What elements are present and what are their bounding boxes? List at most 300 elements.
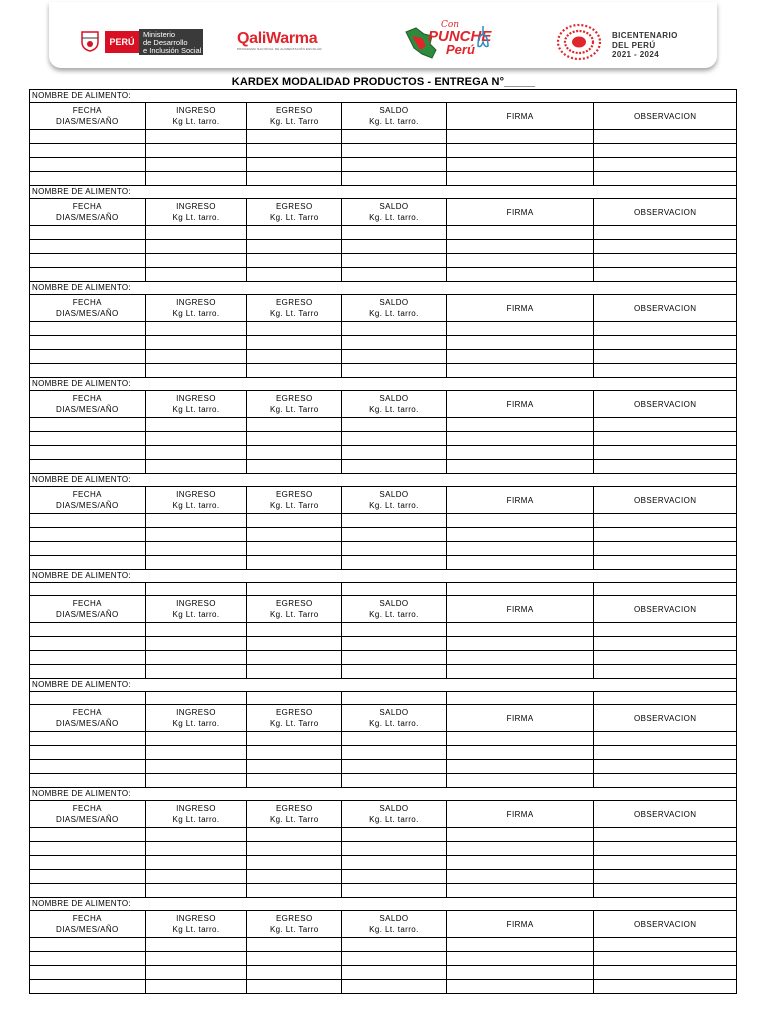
table-cell[interactable] xyxy=(30,870,145,883)
table-cell[interactable] xyxy=(30,884,145,897)
column-header xyxy=(246,487,341,513)
table-cell[interactable] xyxy=(593,938,736,951)
column-header-line: FECHA xyxy=(72,106,102,115)
table-cell[interactable] xyxy=(593,528,736,541)
table-cell[interactable] xyxy=(446,760,594,773)
table-cell[interactable] xyxy=(446,322,594,335)
table-cell[interactable] xyxy=(446,637,594,650)
column-header-line: Kg Lt. tarro. xyxy=(172,719,220,728)
column-header-line: Kg. Lt. tarro. xyxy=(369,610,419,619)
column-header xyxy=(30,391,145,417)
table-cell[interactable] xyxy=(341,623,446,636)
spacer-cell xyxy=(30,692,145,704)
table-cell[interactable] xyxy=(593,952,736,965)
table-cell[interactable] xyxy=(246,774,341,787)
table-cell[interactable] xyxy=(145,842,247,855)
table-cell[interactable] xyxy=(446,966,594,979)
table-cell[interactable] xyxy=(145,158,247,171)
table-cell[interactable] xyxy=(30,144,145,157)
food-name-row[interactable] xyxy=(30,473,736,486)
table-cell[interactable] xyxy=(145,542,247,555)
table-row xyxy=(30,883,736,897)
table-cell[interactable] xyxy=(30,432,145,445)
table-cell[interactable] xyxy=(446,952,594,965)
table-cell[interactable] xyxy=(246,966,341,979)
table-cell[interactable] xyxy=(246,158,341,171)
table-cell[interactable] xyxy=(145,556,247,569)
table-row xyxy=(30,979,736,993)
table-cell[interactable] xyxy=(446,432,594,445)
table-cell[interactable] xyxy=(246,856,341,869)
table-cell[interactable] xyxy=(246,665,341,678)
table-row xyxy=(30,363,736,377)
column-header-line: EGRESO xyxy=(275,599,313,608)
table-cell[interactable] xyxy=(341,446,446,459)
table-cell[interactable] xyxy=(341,172,446,185)
table-cell[interactable] xyxy=(593,884,736,897)
table-cell[interactable] xyxy=(593,623,736,636)
table-cell[interactable] xyxy=(246,418,341,431)
column-header-line: FIRMA xyxy=(506,604,534,614)
food-name-row[interactable] xyxy=(30,897,736,910)
table-cell[interactable] xyxy=(30,226,145,239)
table-cell[interactable] xyxy=(446,828,594,841)
column-header xyxy=(593,391,736,417)
column-header-line: SALDO xyxy=(379,599,409,608)
table-cell[interactable] xyxy=(593,226,736,239)
table-row xyxy=(30,827,736,841)
table-cell[interactable] xyxy=(30,172,145,185)
table-cell[interactable] xyxy=(30,651,145,664)
table-cell[interactable] xyxy=(341,144,446,157)
column-header xyxy=(145,391,247,417)
table-cell[interactable] xyxy=(246,226,341,239)
table-cell[interactable] xyxy=(593,542,736,555)
table-cell[interactable] xyxy=(341,651,446,664)
table-row xyxy=(30,157,736,171)
column-header-line: OBSERVACION xyxy=(634,207,697,217)
table-cell[interactable] xyxy=(446,528,594,541)
food-name-row[interactable] xyxy=(30,89,736,102)
table-cell[interactable] xyxy=(341,268,446,281)
table-cell[interactable] xyxy=(30,665,145,678)
table-cell[interactable] xyxy=(30,418,145,431)
column-header-line: FECHA xyxy=(72,599,102,608)
table-cell[interactable] xyxy=(341,364,446,377)
table-cell[interactable] xyxy=(145,760,247,773)
table-cell[interactable] xyxy=(145,336,247,349)
column-header-line: Kg Lt. tarro. xyxy=(172,117,220,126)
table-cell[interactable] xyxy=(593,432,736,445)
column-header xyxy=(246,103,341,129)
table-cell[interactable] xyxy=(341,884,446,897)
table-cell[interactable] xyxy=(30,556,145,569)
table-cell[interactable] xyxy=(246,732,341,745)
table-cell[interactable] xyxy=(145,322,247,335)
table-cell[interactable] xyxy=(246,556,341,569)
table-cell[interactable] xyxy=(246,623,341,636)
table-cell[interactable] xyxy=(341,980,446,993)
table-cell[interactable] xyxy=(593,446,736,459)
table-cell[interactable] xyxy=(246,938,341,951)
table-cell[interactable] xyxy=(246,322,341,335)
table-cell[interactable] xyxy=(246,240,341,253)
table-cell[interactable] xyxy=(446,268,594,281)
table-cell[interactable] xyxy=(246,130,341,143)
table-cell[interactable] xyxy=(341,542,446,555)
table-row xyxy=(30,869,736,883)
product-block xyxy=(29,473,737,569)
table-cell[interactable] xyxy=(30,760,145,773)
table-cell[interactable] xyxy=(593,460,736,473)
table-cell[interactable] xyxy=(341,556,446,569)
table-cell[interactable] xyxy=(341,870,446,883)
table-cell[interactable] xyxy=(446,460,594,473)
table-cell[interactable] xyxy=(341,665,446,678)
column-header xyxy=(246,295,341,321)
table-cell[interactable] xyxy=(145,746,247,759)
table-cell[interactable] xyxy=(145,637,247,650)
page-title: KARDEX MODALIDAD PRODUCTOS - ENTREGA N°_____ xyxy=(231,76,536,88)
table-cell[interactable] xyxy=(446,623,594,636)
table-cell[interactable] xyxy=(593,651,736,664)
table-cell[interactable] xyxy=(30,966,145,979)
column-header xyxy=(145,596,247,622)
table-cell[interactable] xyxy=(246,870,341,883)
table-cell[interactable] xyxy=(246,528,341,541)
table-cell[interactable] xyxy=(593,760,736,773)
table-cell[interactable] xyxy=(446,884,594,897)
spacer-cell xyxy=(593,583,736,595)
table-cell[interactable] xyxy=(246,350,341,363)
table-cell[interactable] xyxy=(30,828,145,841)
table-cell[interactable] xyxy=(593,144,736,157)
table-cell[interactable] xyxy=(446,842,594,855)
table-cell[interactable] xyxy=(246,446,341,459)
table-cell[interactable] xyxy=(593,364,736,377)
table-cell[interactable] xyxy=(246,637,341,650)
table-cell[interactable] xyxy=(446,240,594,253)
food-name-label: NOMBRE DE ALIMENTO: xyxy=(32,680,131,689)
table-cell[interactable] xyxy=(593,418,736,431)
column-header-line: SALDO xyxy=(379,394,409,403)
product-block xyxy=(29,678,737,787)
table-cell[interactable] xyxy=(30,732,145,745)
table-cell[interactable] xyxy=(30,130,145,143)
table-cell[interactable] xyxy=(446,870,594,883)
table-cell[interactable] xyxy=(145,514,247,527)
table-cell[interactable] xyxy=(145,528,247,541)
table-row xyxy=(30,773,736,787)
table-cell[interactable] xyxy=(341,350,446,363)
table-cell[interactable] xyxy=(593,322,736,335)
spacer-row xyxy=(30,582,736,595)
table-cell[interactable] xyxy=(30,856,145,869)
table-cell[interactable] xyxy=(341,460,446,473)
table-cell[interactable] xyxy=(30,350,145,363)
food-name-label: NOMBRE DE ALIMENTO: xyxy=(32,91,131,100)
table-cell[interactable] xyxy=(246,952,341,965)
table-cell[interactable] xyxy=(446,514,594,527)
lungs-icon xyxy=(476,24,490,50)
table-cell[interactable] xyxy=(341,842,446,855)
table-cell[interactable] xyxy=(30,460,145,473)
table-cell[interactable] xyxy=(446,172,594,185)
table-cell[interactable] xyxy=(246,842,341,855)
column-header-line: Kg Lt. tarro. xyxy=(172,405,220,414)
table-cell[interactable] xyxy=(246,884,341,897)
column-header-line: Kg Lt. tarro. xyxy=(172,309,220,318)
table-cell[interactable] xyxy=(30,158,145,171)
column-header xyxy=(446,295,594,321)
table-cell[interactable] xyxy=(341,130,446,143)
table-cell[interactable] xyxy=(593,158,736,171)
punche-peru-text: Perú xyxy=(446,42,475,57)
table-cell[interactable] xyxy=(30,240,145,253)
table-cell[interactable] xyxy=(246,172,341,185)
table-cell[interactable] xyxy=(30,842,145,855)
table-cell[interactable] xyxy=(145,418,247,431)
table-cell[interactable] xyxy=(593,268,736,281)
table-cell[interactable] xyxy=(593,746,736,759)
table-cell[interactable] xyxy=(446,746,594,759)
table-cell[interactable] xyxy=(145,172,247,185)
table-cell[interactable] xyxy=(246,980,341,993)
qaliwarma-logo: QaliWarma xyxy=(237,30,318,47)
table-cell[interactable] xyxy=(593,336,736,349)
table-cell[interactable] xyxy=(341,760,446,773)
table-cell[interactable] xyxy=(30,952,145,965)
table-cell[interactable] xyxy=(593,240,736,253)
column-header xyxy=(30,295,145,321)
table-cell[interactable] xyxy=(145,952,247,965)
table-cell[interactable] xyxy=(446,158,594,171)
column-header xyxy=(30,103,145,129)
table-cell[interactable] xyxy=(593,637,736,650)
table-cell[interactable] xyxy=(145,623,247,636)
table-cell[interactable] xyxy=(341,432,446,445)
table-cell[interactable] xyxy=(145,446,247,459)
column-header-line: Kg. Lt. tarro. xyxy=(369,405,419,414)
table-cell[interactable] xyxy=(593,556,736,569)
table-cell[interactable] xyxy=(593,665,736,678)
table-cell[interactable] xyxy=(593,774,736,787)
table-cell[interactable] xyxy=(30,774,145,787)
table-cell[interactable] xyxy=(145,268,247,281)
table-cell[interactable] xyxy=(341,418,446,431)
table-cell[interactable] xyxy=(30,446,145,459)
column-header-line: DIAS/MES/AÑO xyxy=(56,815,119,824)
column-header-line: FIRMA xyxy=(506,713,534,723)
table-cell[interactable] xyxy=(446,774,594,787)
table-cell[interactable] xyxy=(30,938,145,951)
table-cell[interactable] xyxy=(341,746,446,759)
table-cell[interactable] xyxy=(246,460,341,473)
column-header xyxy=(446,487,594,513)
table-cell[interactable] xyxy=(593,350,736,363)
table-cell[interactable] xyxy=(341,254,446,267)
table-cell[interactable] xyxy=(30,336,145,349)
table-cell[interactable] xyxy=(341,158,446,171)
table-cell[interactable] xyxy=(145,870,247,883)
table-cell[interactable] xyxy=(145,966,247,979)
table-cell[interactable] xyxy=(341,528,446,541)
table-cell[interactable] xyxy=(145,884,247,897)
column-header-line: SALDO xyxy=(379,298,409,307)
table-cell[interactable] xyxy=(145,938,247,951)
table-cell[interactable] xyxy=(246,432,341,445)
coat-of-arms-icon xyxy=(80,30,100,52)
column-header-line: EGRESO xyxy=(275,490,313,499)
table-row xyxy=(30,349,736,363)
table-cell[interactable] xyxy=(446,130,594,143)
table-cell[interactable] xyxy=(446,651,594,664)
table-cell[interactable] xyxy=(30,268,145,281)
column-header-line: EGRESO xyxy=(275,804,313,813)
spacer-cell xyxy=(341,692,446,704)
table-cell[interactable] xyxy=(30,528,145,541)
table-cell[interactable] xyxy=(145,226,247,239)
table-cell[interactable] xyxy=(593,514,736,527)
table-cell[interactable] xyxy=(246,746,341,759)
kardex-form xyxy=(29,89,737,994)
table-cell[interactable] xyxy=(145,432,247,445)
food-name-row[interactable] xyxy=(30,281,736,294)
table-cell[interactable] xyxy=(593,254,736,267)
table-cell[interactable] xyxy=(593,172,736,185)
table-cell[interactable] xyxy=(246,268,341,281)
table-cell[interactable] xyxy=(246,514,341,527)
table-cell[interactable] xyxy=(145,665,247,678)
food-name-row[interactable] xyxy=(30,377,736,390)
table-cell[interactable] xyxy=(446,226,594,239)
table-cell[interactable] xyxy=(593,966,736,979)
table-cell[interactable] xyxy=(246,336,341,349)
table-cell[interactable] xyxy=(446,350,594,363)
table-cell[interactable] xyxy=(145,240,247,253)
column-header xyxy=(30,487,145,513)
table-cell[interactable] xyxy=(446,446,594,459)
table-cell[interactable] xyxy=(30,254,145,267)
product-block xyxy=(29,281,737,377)
table-cell[interactable] xyxy=(341,774,446,787)
table-cell[interactable] xyxy=(246,144,341,157)
table-cell[interactable] xyxy=(341,732,446,745)
table-cell[interactable] xyxy=(145,460,247,473)
table-cell[interactable] xyxy=(145,350,247,363)
table-cell[interactable] xyxy=(341,637,446,650)
column-header xyxy=(246,801,341,827)
table-cell[interactable] xyxy=(145,364,247,377)
table-cell[interactable] xyxy=(30,623,145,636)
table-cell[interactable] xyxy=(593,980,736,993)
table-cell[interactable] xyxy=(246,828,341,841)
column-header xyxy=(341,391,446,417)
table-cell[interactable] xyxy=(145,980,247,993)
food-name-row[interactable] xyxy=(30,678,736,691)
table-cell[interactable] xyxy=(246,254,341,267)
table-cell[interactable] xyxy=(145,144,247,157)
table-cell[interactable] xyxy=(145,254,247,267)
table-cell[interactable] xyxy=(145,130,247,143)
spacer-cell xyxy=(341,583,446,595)
table-cell[interactable] xyxy=(446,144,594,157)
table-cell[interactable] xyxy=(446,542,594,555)
table-cell[interactable] xyxy=(30,364,145,377)
table-cell[interactable] xyxy=(341,336,446,349)
table-cell[interactable] xyxy=(246,760,341,773)
table-cell[interactable] xyxy=(446,556,594,569)
table-cell[interactable] xyxy=(593,856,736,869)
table-cell[interactable] xyxy=(30,514,145,527)
table-cell[interactable] xyxy=(341,226,446,239)
table-cell[interactable] xyxy=(145,774,247,787)
table-cell[interactable] xyxy=(30,637,145,650)
table-cell[interactable] xyxy=(246,364,341,377)
table-cell[interactable] xyxy=(30,542,145,555)
table-cell[interactable] xyxy=(341,828,446,841)
table-cell[interactable] xyxy=(341,856,446,869)
table-cell[interactable] xyxy=(145,856,247,869)
table-cell[interactable] xyxy=(246,542,341,555)
food-name-row[interactable] xyxy=(30,569,736,582)
column-header-line: FECHA xyxy=(72,298,102,307)
column-header xyxy=(30,596,145,622)
table-cell[interactable] xyxy=(30,746,145,759)
table-cell[interactable] xyxy=(446,364,594,377)
column-header-line: SALDO xyxy=(379,202,409,211)
column-header-row xyxy=(30,198,736,225)
food-name-row[interactable] xyxy=(30,185,736,198)
table-cell[interactable] xyxy=(446,980,594,993)
table-cell[interactable] xyxy=(593,870,736,883)
spacer-cell xyxy=(145,583,247,595)
table-cell[interactable] xyxy=(341,240,446,253)
column-header-line: OBSERVACION xyxy=(634,303,697,313)
table-cell[interactable] xyxy=(30,322,145,335)
column-header-row xyxy=(30,800,736,827)
table-cell[interactable] xyxy=(341,514,446,527)
table-cell[interactable] xyxy=(145,732,247,745)
table-cell[interactable] xyxy=(593,828,736,841)
table-cell[interactable] xyxy=(341,938,446,951)
food-name-row[interactable] xyxy=(30,787,736,800)
table-cell[interactable] xyxy=(446,336,594,349)
table-cell[interactable] xyxy=(341,322,446,335)
column-header-line: Kg. Lt. Tarro xyxy=(269,501,319,510)
column-header xyxy=(446,596,594,622)
table-cell[interactable] xyxy=(145,828,247,841)
table-cell[interactable] xyxy=(145,651,247,664)
table-cell[interactable] xyxy=(593,732,736,745)
table-cell[interactable] xyxy=(446,732,594,745)
table-cell[interactable] xyxy=(341,966,446,979)
table-cell[interactable] xyxy=(593,842,736,855)
table-cell[interactable] xyxy=(341,952,446,965)
table-cell[interactable] xyxy=(593,130,736,143)
table-cell[interactable] xyxy=(246,651,341,664)
table-cell[interactable] xyxy=(446,938,594,951)
column-header-line: SALDO xyxy=(379,490,409,499)
table-cell[interactable] xyxy=(446,665,594,678)
column-header-line: Kg Lt. tarro. xyxy=(172,501,220,510)
table-cell[interactable] xyxy=(446,418,594,431)
table-cell[interactable] xyxy=(30,980,145,993)
spacer-cell xyxy=(246,692,341,704)
column-header-line: DIAS/MES/AÑO xyxy=(56,405,119,414)
table-cell[interactable] xyxy=(446,856,594,869)
table-cell[interactable] xyxy=(446,254,594,267)
